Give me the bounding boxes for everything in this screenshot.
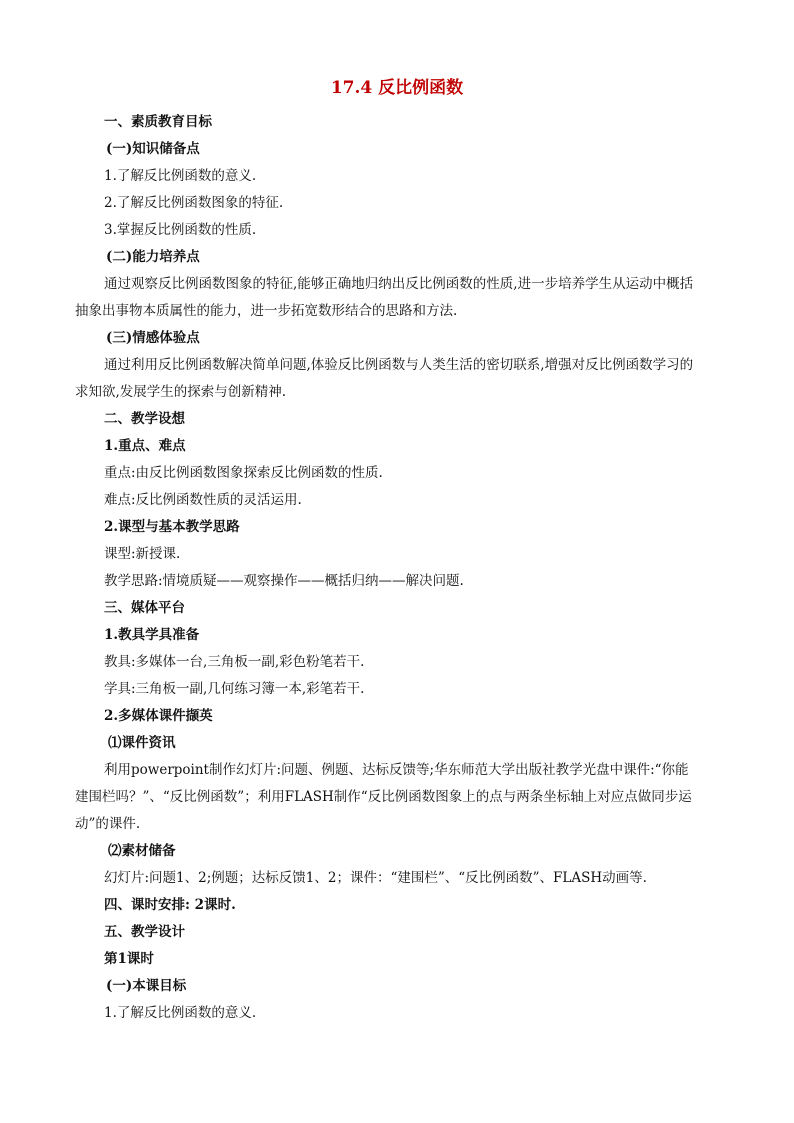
text-line: 学具:三角板一副,几何练习簿一本,彩笔若干. — [104, 681, 365, 697]
paragraph-line: 利用powerpoint制作幻灯片:问题、例题、达标反馈等;华东师范大学出版社教学光盘中课件:“你能 — [104, 762, 689, 778]
section-heading-2: 二、教学设想 — [104, 411, 185, 427]
text-line: 难点:反比例函数性质的灵活运用. — [104, 492, 302, 508]
text-line: 课型:新授课. — [104, 546, 181, 562]
subsection-heading-lesson-type: 2.课型与基本教学思路 — [104, 519, 240, 535]
subsection-heading-courseware: ⑴课件资讯 — [108, 735, 176, 751]
subsection-heading-materials: ⑵素材储备 — [108, 843, 176, 859]
paragraph-line: 求知欲,发展学生的探索与创新精神. — [75, 384, 287, 400]
paragraph-line: 通过观察反比例函数图象的特征,能够正确地归纳出反比例函数的性质,进一步培养学生从运动中概括 — [104, 276, 694, 292]
page-title: 17.4 反比例函数 — [330, 78, 464, 98]
text-line: 重点:由反比例函数图象探索反比例函数的性质. — [104, 465, 383, 481]
text-line: 教具:多媒体一台,三角板一副,彩色粉笔若干. — [104, 654, 365, 670]
list-item: 2.了解反比例函数图象的特征. — [104, 195, 284, 211]
list-item: 3.掌握反比例函数的性质. — [104, 222, 257, 238]
subsection-heading-objectives: (一)本课目标 — [106, 978, 187, 994]
paragraph-line: 通过利用反比例函数解决简单问题,体验反比例函数与人类生活的密切联系,增强对反比例函数学习的 — [104, 357, 694, 373]
subsection-heading-keypoints: 1.重点、难点 — [104, 438, 186, 454]
subsection-heading-knowledge: (一)知识储备点 — [106, 141, 200, 157]
subsection-heading-emotion: (三)情感体验点 — [106, 330, 200, 346]
subsection-heading-multimedia: 2.多媒体课件撷英 — [104, 708, 213, 724]
subsection-heading-ability: (二)能力培养点 — [106, 249, 200, 265]
section-heading-4: 四、课时安排: 2课时. — [104, 897, 236, 913]
text-line: 教学思路:情境质疑——观察操作——概括归纳——解决问题. — [104, 573, 464, 589]
section-heading-3: 三、媒体平台 — [104, 600, 185, 616]
paragraph-line: 建围栏吗？”、“反比例函数”；利用FLASH制作“反比例函数图象上的点与两条坐标轴上对应点做同步运 — [75, 789, 692, 805]
section-heading-5: 五、教学设计 — [104, 924, 185, 940]
paragraph-line: 抽象出事物本质属性的能力，进一步拓宽数形结合的思路和方法. — [75, 303, 458, 319]
lesson-heading: 第1课时 — [104, 951, 154, 967]
list-item: 1.了解反比例函数的意义. — [104, 1005, 257, 1021]
text-line: 幻灯片:问题1、2;例题；达标反馈1、2；课件：“建围栏”、“反比例函数”、FLASH动画等. — [104, 870, 647, 886]
section-heading-1: 一、素质教育目标 — [104, 114, 212, 130]
list-item: 1.了解反比例函数的意义. — [104, 168, 257, 184]
subsection-heading-tools: 1.教具学具准备 — [104, 627, 200, 643]
paragraph-line: 动”的课件. — [75, 816, 141, 832]
